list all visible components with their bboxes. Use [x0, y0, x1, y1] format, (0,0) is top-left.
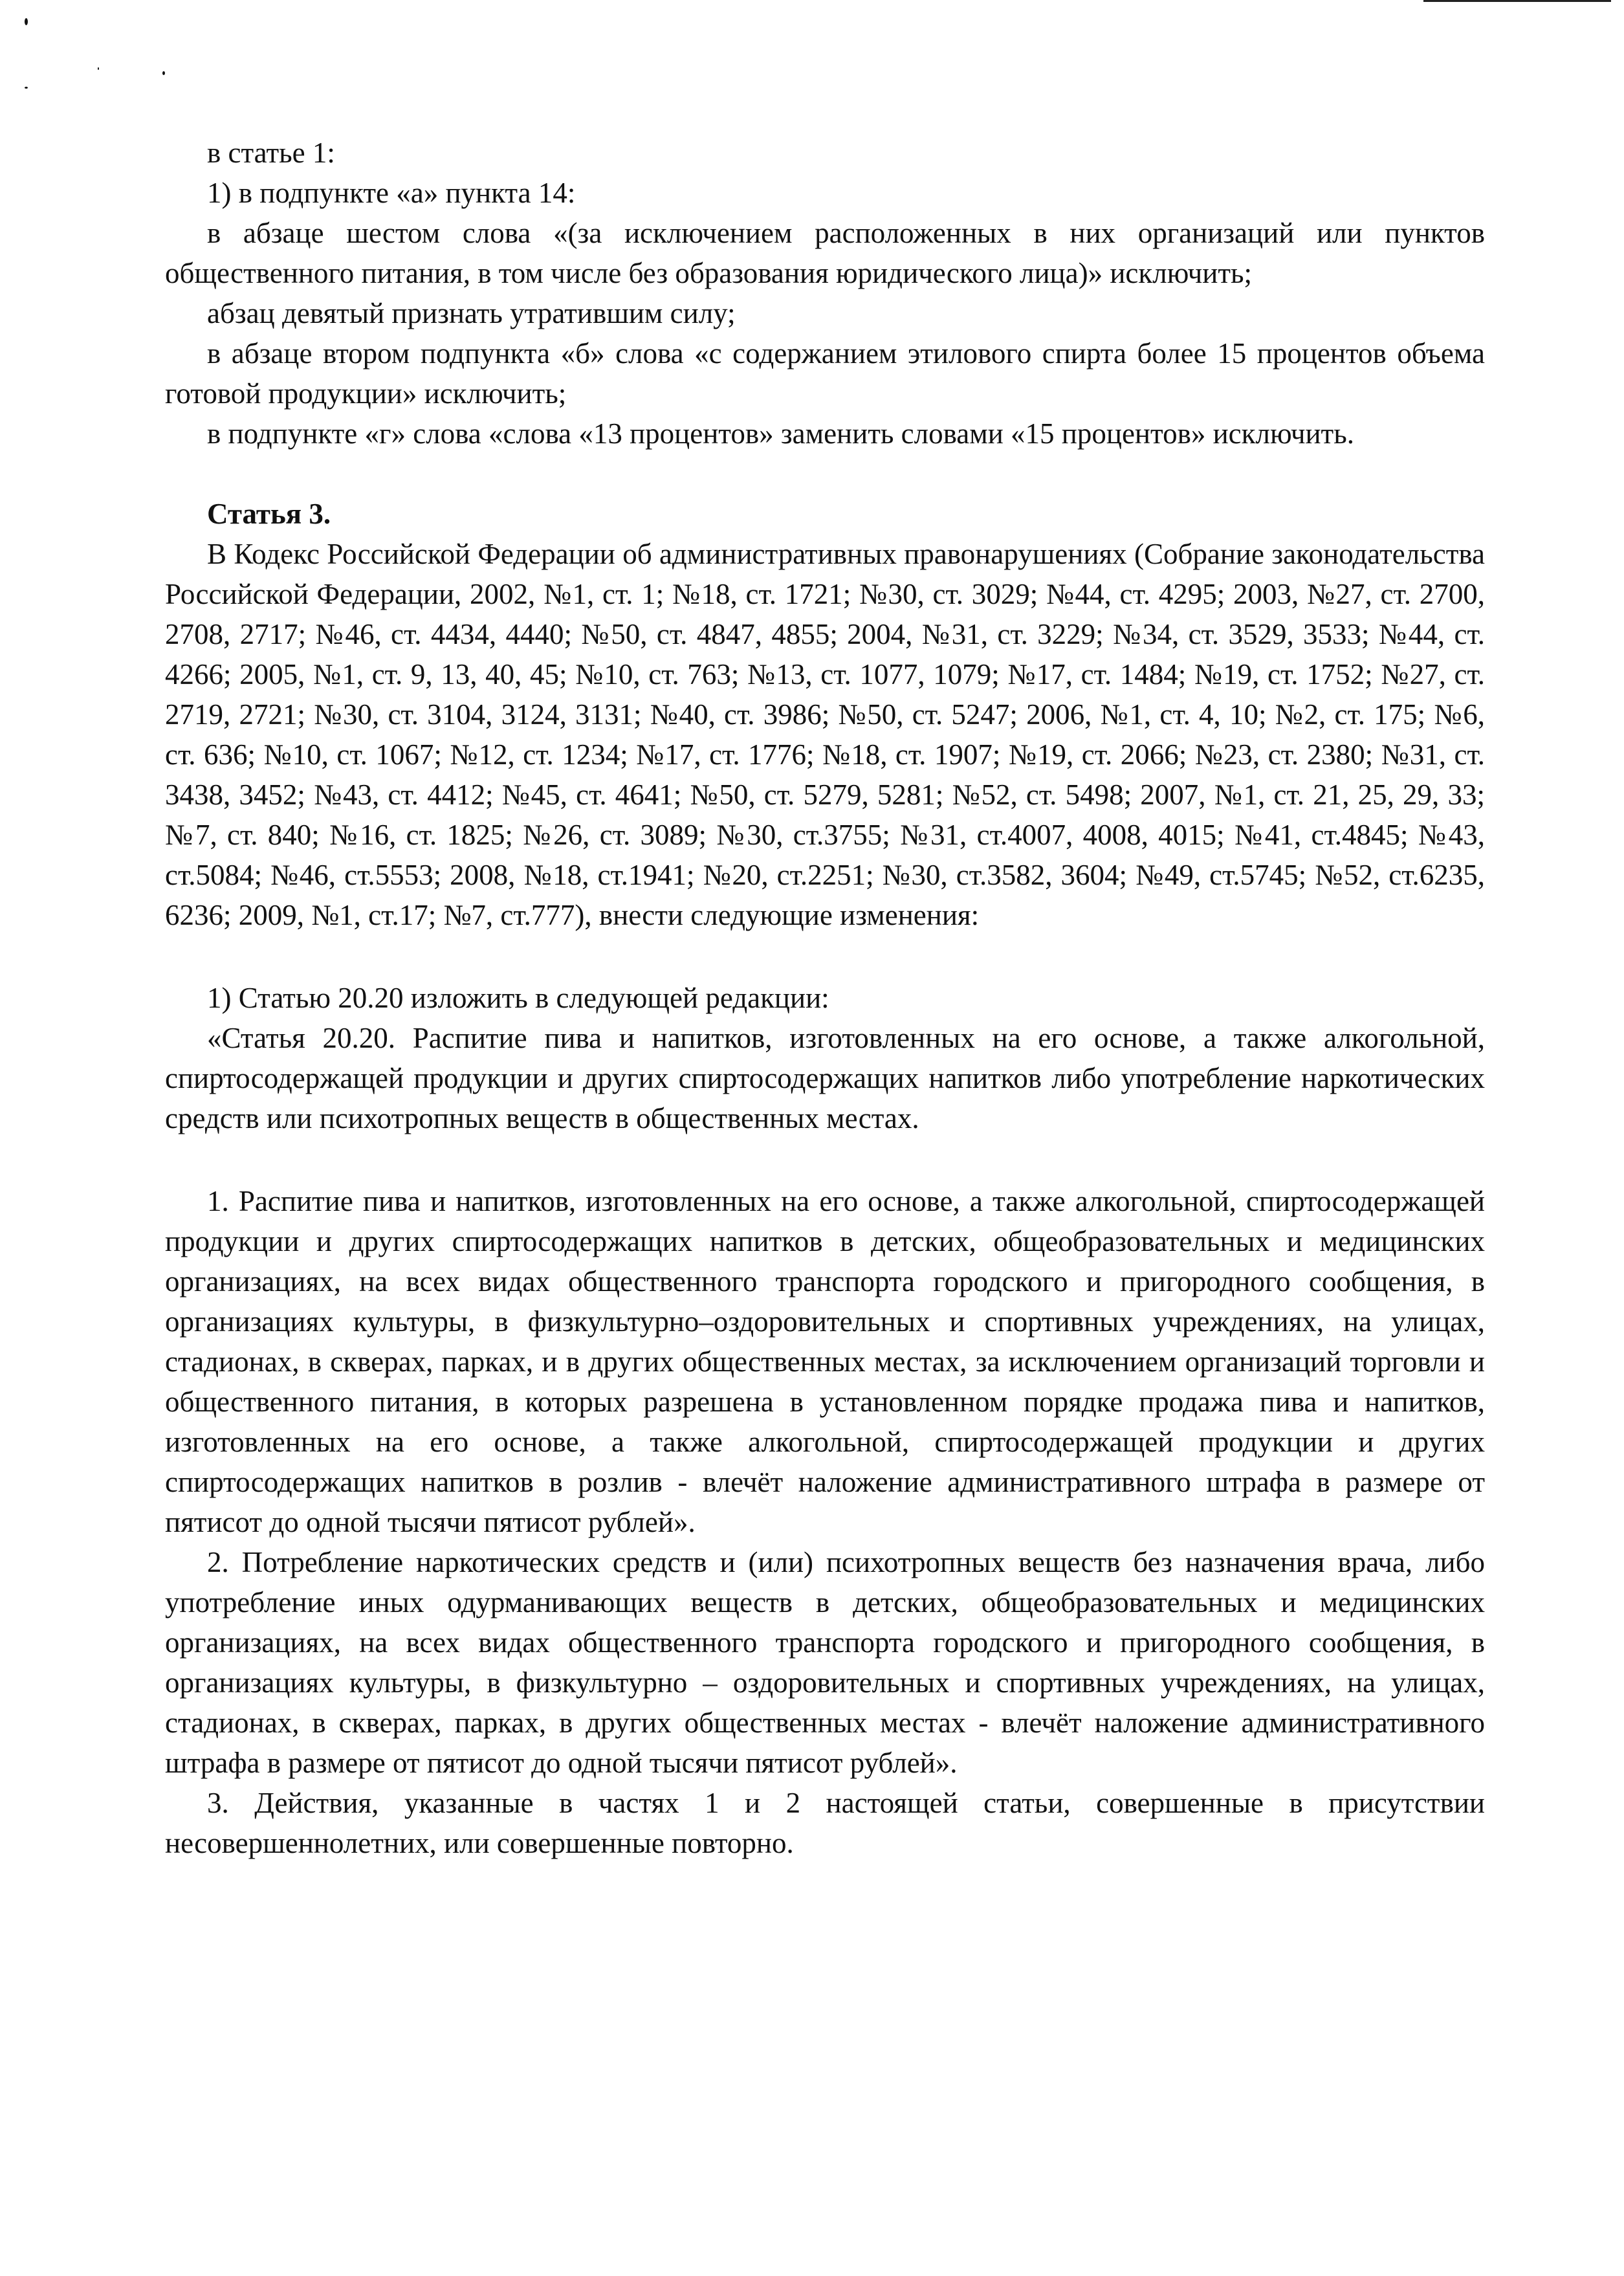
paragraph-article1-ref: в статье 1:	[207, 137, 335, 169]
article-part-2: 2. Потребление наркотических средств и (или) психотропных веществ без назначения врача, либо употребление иных одурманивающих веществ в детских, общеобразовательных и медицинских организациях, на всех видах общественного транспорта городского и пригородного сообщения, в организациях культуры, в физкультурно – оздоровительных и спортивных учреждениях, на улицах, стадионах, в скверах, парках, в других общественных местах - влечёт наложение административного штрафа в размере от пятисот до одной тысячи пятисот рублей».	[165, 1546, 1485, 1779]
scan-speck	[25, 87, 28, 89]
scan-top-rule	[1423, 0, 1611, 2]
scan-speck	[162, 71, 165, 75]
article-part-3: 3. Действия, указанные в частях 1 и 2 настоящей статьи, совершенные в присутствии несовершеннолетних, или совершенные повторно.	[165, 1787, 1485, 1859]
article-3-heading: Статья 3.	[207, 498, 331, 530]
spacer	[165, 935, 1485, 978]
scan-speck	[98, 67, 99, 70]
paragraph-subclause-a: 1) в подпункте «а» пункта 14:	[207, 177, 576, 209]
article-part-1: 1. Распитие пива и напитков, изготовленных на его основе, а также алкогольной, спиртосодержащей продукции и других спиртосодержащих напитков в детских, общеобразовательных и медицинских организациях, на всех видах общественного транспорта городского и пригородного сообщения, в организациях культуры, в физкультурно–оздоровительных и спортивных учреждениях, на улицах, стадионах, в скверах, парках, и в других общественных местах, за исключением организаций торговли и общественного питания, в которых разрешена в установленном порядке продажа пива и напитков, изготовленных на его основе, а также алкогольной, спиртосодержащей продукции и других спиртосодержащих напитков в розлив - влечёт наложение административного штрафа в размере от пятисот до одной тысячи пятисот рублей».	[165, 1185, 1485, 1538]
paragraph-ninth-abzac: абзац девятый признать утратившим силу;	[207, 297, 736, 329]
item-1-intro: 1) Статью 20.20 изложить в следующей редакции:	[207, 982, 829, 1014]
paragraph-subclause-g: в подпункте «г» слова «слова «13 процентов» заменить словами «15 процентов» исключить.	[207, 417, 1354, 450]
new-article-title: «Статья 20.20. Распитие пива и напитков, изготовленных на его основе, а также алкогольной, спиртосодержащей продукции и других спиртосодержащих напитков либо употребление наркотических средств или психотропных веществ в общественных местах.	[165, 1022, 1485, 1134]
scan-speck	[25, 18, 28, 25]
document-page	[165, 133, 1485, 1863]
article-3-intro: В Кодекс Российской Федерации об административных правонарушениях (Собрание законодательства Российской Федерации, 2002, №1, ст. 1; №18, ст. 1721; №30, ст. 3029; №44, ст. 4295; 2003, №27, ст. 2700, 2708, 2717; №46, ст. 4434, 4440; №50, ст. 4847, 4855; 2004, №31, ст. 3229; №34, ст. 3529, 3533; №44, ст. 4266; 2005, №1, ст. 9, 13, 40, 45; №10, ст. 763; №13, ст. 1077, 1079; №17, ст. 1484; №19, ст. 1752; №27, ст. 2719, 2721; №30, ст. 3104, 3124, 3131; №40, ст. 3986; №50, ст. 5247; 2006, №1, ст. 4, 10; №2, ст. 175; №6, ст. 636; №10, ст. 1067; №12, ст. 1234; №17, ст. 1776; №18, ст. 1907; №19, ст. 2066; №23, ст. 2380; №31, ст. 3438, 3452; №43, ст. 4412; №45, ст. 4641; №50, ст. 5279, 5281; №52, ст. 5498; 2007, №1, ст. 21, 25, 29, 33; №7, ст. 840; №16, ст. 1825; №26, ст. 3089; №30, ст.3755; №31, ст.4007, 4008, 4015; №41, ст.4845; №43, ст.5084; №46, ст.5553; 2008, №18, ст.1941; №20, ст.2251; №30, ст.3582, 3604; №49, ст.5745; №52, ст.6235, 6236; 2009, №1, ст.17; №7, ст.777), внести следующие изменения:	[165, 538, 1485, 931]
spacer	[165, 1138, 1485, 1181]
paragraph-sixth-abzac: в абзаце шестом слова «(за исключением расположенных в них организаций или пунктов общественного питания, в том числе без образования юридического лица)» исключить;	[165, 217, 1485, 289]
spacer	[165, 454, 1485, 494]
paragraph-subclause-b: в абзаце втором подпункта «б» слова «с содержанием этилового спирта более 15 процентов объема готовой продукции» исключить;	[165, 337, 1485, 410]
